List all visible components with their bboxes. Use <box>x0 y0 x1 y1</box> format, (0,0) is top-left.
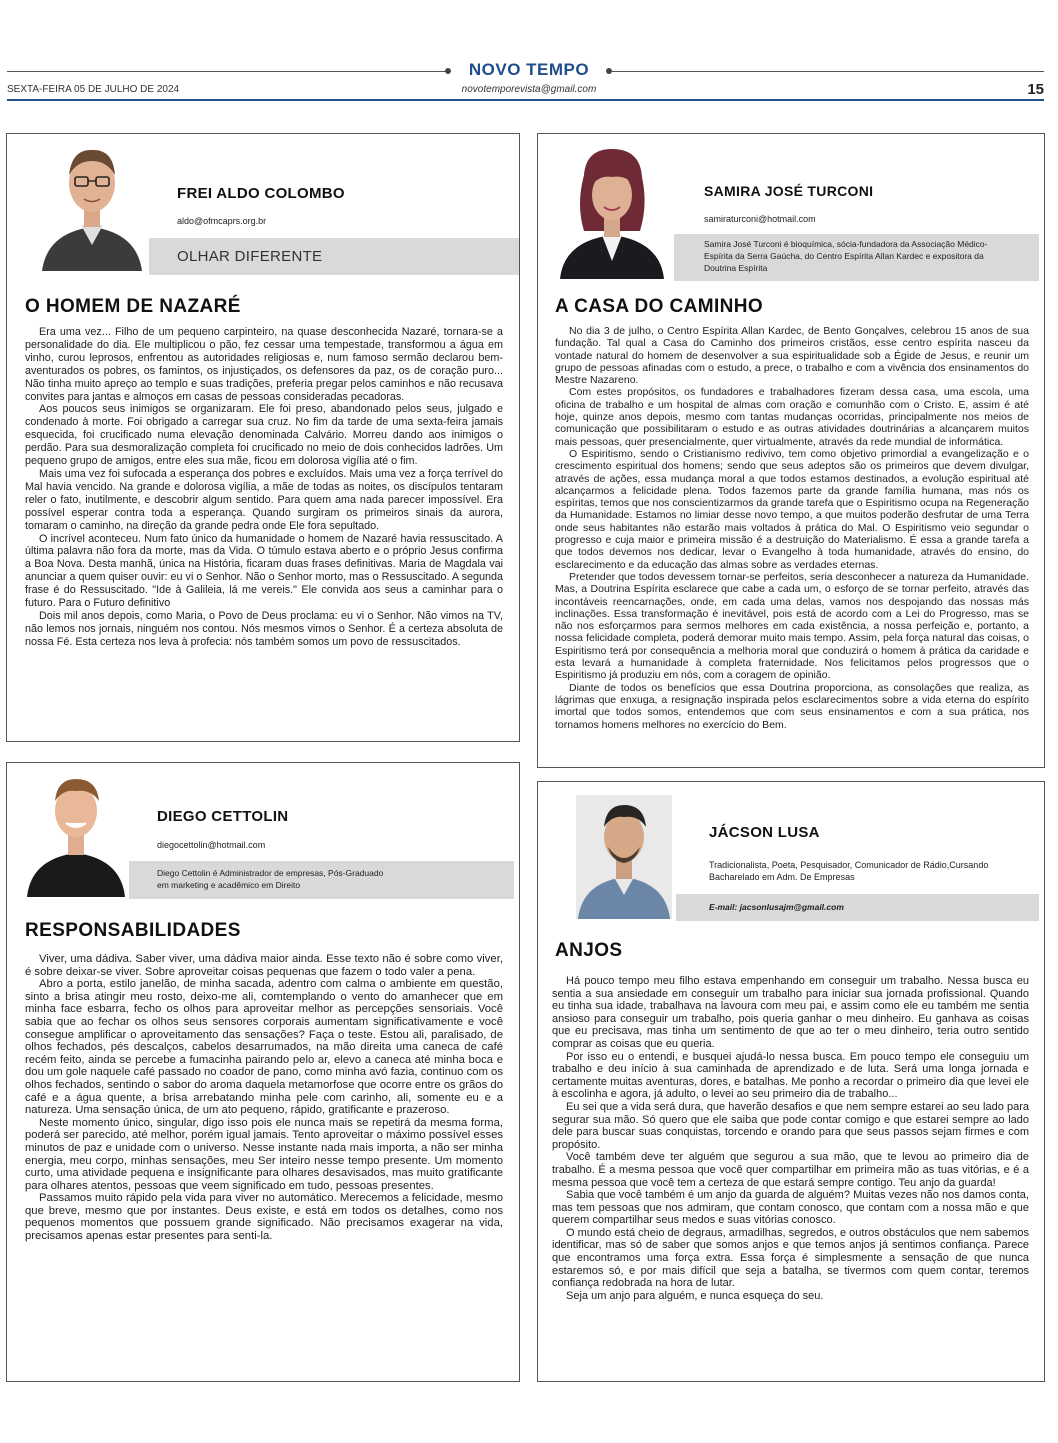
paragraph: O incrível aconteceu. Num fato único da humanidade o homem de Nazaré havia ressuscitado. A última palavra não fora da morte, mas da Vida. O túmulo estava aberto e o próprio Jesus confirma a Boa Nova. Desta manhã, única na História, ficaram duas frases definitivas. Maria de Magdala vai anunciar a quem quiser ouvir: eu vi o Senhor. Não o Senhor morto, mas o Ressuscitado. A segunda frase é do Ressuscitado. "Ide à Galileia, lá me vereis." Ele convida aos seus a caminhar para o futuro. Para o Futuro definitivo <box>25 532 503 610</box>
paragraph: O mundo está cheio de degraus, armadilhas, segredos, e outros obstáculos que nem sabemos identificar, mas só de saber que somos anjos e que temos anjos já sentimos confiança. Parece que encontramos uma força extra. Essa força é simplesmente a sensação de que nunca estaremos só, e por mais difícil que seja a batalha, se tivermos com quem contar, teremos confiança redobrada na hora de lutar. <box>552 1226 1029 1290</box>
article-headline: ANJOS <box>555 940 623 961</box>
paragraph: Você também deve ter alguém que segurou a sua mão, que te levou ao primeiro dia de trabalho. É a mesma pessoa que você quer compartilhar em primeira mão as tuas vitórias, e é a mesma pessoa que você tem a certeza de que estará sempre contigo. Teu anjo da guarda! <box>552 1151 1029 1189</box>
author-photo <box>37 135 147 271</box>
paragraph: Pretender que todos devessem tornar-se perfeitos, seria desconhecer a natureza da Humanidade. Mas, a Doutrina Espírita esclarece que cabe a cada um, o esforço de se tornar perfeito, através das incontáveis reencarnações, onde, em cada uma delas, vamos nos despojando das nossas más inclinações. Essa transformação é inevitável, pois está de acordo com a Lei do Progresso, mas se não nos esforçarmos para sermos melhores em cada existência, a nossa perfeição e, portanto, a nossa felicidade completa, poderá demorar muito mais tempo. Assim, pela força natural das coisas, o Espiritismo terá por consequência a melhoria moral que conduzirá o homem à prática da caridade e esta levará a humanidade à completa fraternidade. Nos felicitamos pelos progressos que o Espiritismo já produziu em nós, com a coragem de opinião. <box>555 570 1029 682</box>
publication-email: novotemporevista@gmail.com <box>461 84 597 95</box>
author-photo <box>576 795 672 919</box>
masthead-rule-right <box>612 71 1044 72</box>
article-headline: O HOMEM DE NAZARÉ <box>25 296 241 317</box>
paragraph: Seja um anjo para alguém, e nunca esqueça do seu. <box>566 1289 824 1302</box>
article-box-jacson <box>537 781 1045 1382</box>
paragraph: Dois mil anos depois, como Maria, o Povo de Deus proclama: eu vi o Senhor. Não vimos na TV, não lemos nos jornais, ninguém nos contou. Nós mesmos vimos o Senhor. É a certeza absoluta de nossa Fé. Esta certeza nos leva à profecia: nós também somos um povo de ressuscitados. <box>25 609 503 648</box>
author-photo <box>25 767 127 897</box>
section-label: OLHAR DIFERENTE <box>177 248 323 265</box>
article-body <box>25 953 503 1243</box>
article-body <box>25 326 503 649</box>
author-email: diegocettolin@hotmail.com <box>157 840 266 850</box>
paragraph: O Espiritismo, sendo o Cristianismo redivivo, tem como objetivo primordial a evangelização e o crescimento espiritual dos homens; sendo que seus adeptos são os primeiros que devem divulgar, através de ações, essa mudança moral a que todos estamos destinados, a evolução espiritual até alcançarmos a felicidade plena. Todos fazemos parte da grande família humana, mas nós os espíritas, temos que nos conscientizarmos da grande tarefa que o Espiritismo ocupa na Regeneração da Humanidade. Estamos no limiar desse novo tempo, a que muitos poderão desfrutar de uma Terra onde seus habitantes não estarão mais voltados à prática do Mal. O Espiritismo veio segundar o progresso e cuja maior e primeira missão é a destruição do Materialismo. É essa a grande tarefa a que todos devemos nos dedicar, levar o Evangelho à toda humanidade, através do ensino, do esclarecimento e da educação das almas sobre as verdades eternas. <box>555 447 1029 571</box>
masthead-title: NOVO TEMPO <box>468 60 590 79</box>
article-headline: RESPONSABILIDADES <box>25 920 241 941</box>
paragraph: Há pouco tempo meu filho estava empenhando em conseguir um trabalho. Nessa busca eu sentia a sua ansiedade em conseguir um trabalho para iniciar sua jornada profissional. Quando eu tinha sua idade, trabalhava na lavoura com meu pai, e assim como ele eu também me sentia ansioso para conseguir um trabalho, pois queria ganhar o meu dinheiro. Eu ganhava as coisas que eu precisava, mas tinha um sentimento de que ao ter o meu dinheiro, teria outro sentido comprar as coisas que eu queria. <box>552 975 1029 1050</box>
paragraph: Era uma vez... Filho de um pequeno carpinteiro, na quase desconhecida Nazaré, tornara-se a personalidade do dia. Ele multiplicou o pão, fez cessar uma tempestade, transformou a água em vinho, curou leprosos, enfrentou as autoridades religiosas e, num famoso sermão declarou bem-aventurados os pobres, os famintos, os injustiçados, os defensores da paz, os de coração puro... Não tinha muito apreço ao templo e suas tradições, preferia pregar pelos caminhos e não recusava convites para jantas e almoços em casas de pessoas consideradas pecadoras. <box>25 326 503 403</box>
author-name: FREI ALDO COLOMBO <box>177 185 345 202</box>
author-email: E-mail: jacsonlusajm@gmail.com <box>709 902 844 912</box>
issue-date: SEXTA-FEIRA 05 DE JULHO DE 2024 <box>7 84 180 95</box>
paragraph: Mais uma vez foi sufocada a esperança dos pobres e excluídos. Mais uma vez a força terrível do Mal havia vencido. Na grande e dolorosa vigília, a mãe de todas as noites, os discípulos tentaram reler o fato, inutilmente, e descobrir algum sentido. Para quem ama nada parecer impossível. Era possível esperar contra toda a esperança. Quando surgiram os primeiros sinais da aurora, tomaram o caminho, na direção da grande pedra onde Ele fora sepultado. <box>25 467 503 532</box>
paragraph: Sabia que você também é um anjo da guarda de alguém? Muitas vezes não nos damos conta, mas tem pessoas que nos admiram, que contam conosco, que contam com a nossa mão e que querem compartilhar seus medos e suas vitórias conosco. <box>552 1189 1029 1227</box>
author-name: DIEGO CETTOLIN <box>157 808 289 825</box>
article-headline: A CASA DO CAMINHO <box>555 296 764 317</box>
paragraph: Por isso eu o entendi, e busquei ajudá-lo nessa busca. Em pouco tempo ele conseguiu um trabalho e deu início à sua caminhada de aprendizado e de luta. Será uma longa jornada e certamente muitas aventuras, dores, e batalhas. Me ponho a recordar o primeiro dia que levei ele à escolinha e agora, já adulto, o levei ao seu primeiro dia de trabalho... <box>552 1050 1029 1101</box>
paragraph: Com estes propósitos, os fundadores e trabalhadores fizeram dessa casa, uma escola, uma oficina de trabalho e um hospital de almas com oração e comunhão com o Cristo. E, assim é até hoje, quinze anos depois, mesmo com tantas mudanças ocorridas, principalmente nos meios de comunicação que possibilitaram o estudo e as outras atividades doutrinárias a alcançarem muitos mais pessoas, quer presencialmente, quer virtualmente, através da rede mundial de informática. <box>555 386 1029 448</box>
author-bio: Samira José Turconi é bioquímica, sócia-fundadora da Associação Médico-Espírita da Serra Gaúcha, do Centro Espírita Allan Kardec e expositora da Doutrina Espírita <box>704 239 988 273</box>
paragraph: Abro a porta, estilo janelão, de minha sacada, adentro com calma o ambiente em questão, sinto a brisa atingir meu rosto, deixo-me ali, comtemplando o vento do amanhecer que em minha face esbarra, fecho os olhos para aproveitar melhor as percepções sensoriais. Você sabia que ao fechar os olhos seus sensores corporais aumentam significativamente e você consegue amplificar o aproveitamento das sensações? Faça o teste. Estou ali, paralisado, de olhos fechados, pés descalços, cabelos desarrumados, na mão direita uma caneca de café recém feito, ainda se percebe a fumacinha pairando pelo ar, elevo a caneca até minha boca e dou um gole naquele café passado no coador de pano, como minha avó fazia, continuo com os olhos fechados, sentindo o sabor do aroma daquela metamorfose que ocorre entre os grãos do café e a água quente, a brisa arrebatando minha pele com carinho, ali, somente eu e a natureza. Uma sensação única, de um ato pequeno, rápido, gratificante e prazeroso. <box>25 978 503 1117</box>
paragraph: Aos poucos seus inimigos se organizaram. Ele foi preso, abandonado pelos seus, julgado e condenado à morte. Foi obrigado a carregar sua cruz. No fim da tarde de uma sexta-feira jamais esquecida, foi crucificado numa elevação denominada Calvário. Morreu dando aos inimigos o perdão. Para sua desmoralização completa foi crucificado no meio de dois conhecidos ladrões. Um pequeno grupo de amigos, entre eles sua mãe, ficou em dolorosa vigília até o fim. <box>25 403 503 468</box>
author-bio: Tradicionalista, Poeta, Pesquisador, Comunicador de Rádio,Cursando Bacharelado em Adm. De Empresas <box>709 860 989 882</box>
paragraph: Passamos muito rápido pela vida para viver no automático. Merecemos a felicidade, mesmo que breve, mesmo que por instantes. Deus existe, e está em todos os detalhes, como nos pequenos momentos que possuem grande significado. Não precisamos exagerar na vida, precisamos apenas estar presentes para senti-la. <box>25 1192 503 1243</box>
author-portrait-icon <box>576 795 672 919</box>
article-body <box>552 975 1029 1302</box>
header-rule <box>7 99 1044 101</box>
paragraph: Diante de todos os benefícios que essa Doutrina proporciona, as consolações que realiza, as lágrimas que enxuga, a resignação inspirada pelos esclarecimentos sobre a vida eterna do espírito imortal que todos somos, entendemos que com seus ensinamentos e com a sua prática, nos tornamos homens melhores no exercício do Bem. <box>555 681 1029 731</box>
paragraph: Neste momento único, singular, digo isso pois ele nunca mais se repetirá da mesma forma, poderá ser parecido, até melhor, porém igual jamais. Tento aproveitar o máximo possível esses minutos de paz e unidade com o universo. Nesse instante nada mais importa, a não ser minha energia, meu corpo, minhas sensações, meu Ser inteiro nesse tempo presente. Um momento curto, uma atividade pequena e insignificante para olhares desavisados, mas muito gratificante para olhares atentos, pessoas que veem significado em tudo, pessoas presentes. <box>25 1116 503 1192</box>
author-photo <box>556 145 668 279</box>
article-box-diego <box>6 762 520 1382</box>
paragraph: No dia 3 de julho, o Centro Espírita Allan Kardec, de Bento Gonçalves, celebrou 15 anos de sua fundação. Tal qual a Casa do Caminho dos primeiros cristãos, esse centro espírita nasceu da vontade natural do homem de desenvolver a sua espiritualidade sob a Égide de Jesus, e reunir um grupo de pessoas afinadas com o estudo, a prece, o trabalho e com a vivência dos ensinamentos do Mestre Nazareno. <box>555 325 1029 387</box>
article-box-aldo <box>6 133 520 742</box>
author-portrait-icon <box>37 135 147 271</box>
paragraph: Viver, uma dádiva. Saber viver, uma dádiva maior ainda. Esse texto não é sobre como viver, é sobre deixar-se viver. Sobre aproveitar coisas pequenas que fazem o todo valer a pena. <box>25 953 503 978</box>
author-email: aldo@ofmcaprs.org.br <box>177 216 267 226</box>
paragraph: Eu sei que a vida será dura, que haverão desafios e que nem sempre estarei ao seu lado para segurar sua mão. Só quero que ele saiba que pode contar comigo e que estarei sempre ao lado dele para buscar suas conquistas, torcendo e orando para que seus passos sejam firmes e com propósito. <box>552 1100 1029 1151</box>
author-name: JÁCSON LUSA <box>709 824 820 841</box>
page-number: 15 <box>1027 81 1044 98</box>
author-portrait-icon <box>556 145 668 279</box>
article-box-samira <box>537 133 1045 768</box>
author-portrait-icon <box>25 767 127 897</box>
article-body <box>555 325 1029 731</box>
author-bio: Diego Cettolin é Administrador de empresas, Pós-Graduado em marketing e acadêmico em Direito <box>157 868 384 890</box>
author-email: samiraturconi@hotmail.com <box>704 214 816 224</box>
author-name: SAMIRA JOSÉ TURCONI <box>704 183 874 199</box>
